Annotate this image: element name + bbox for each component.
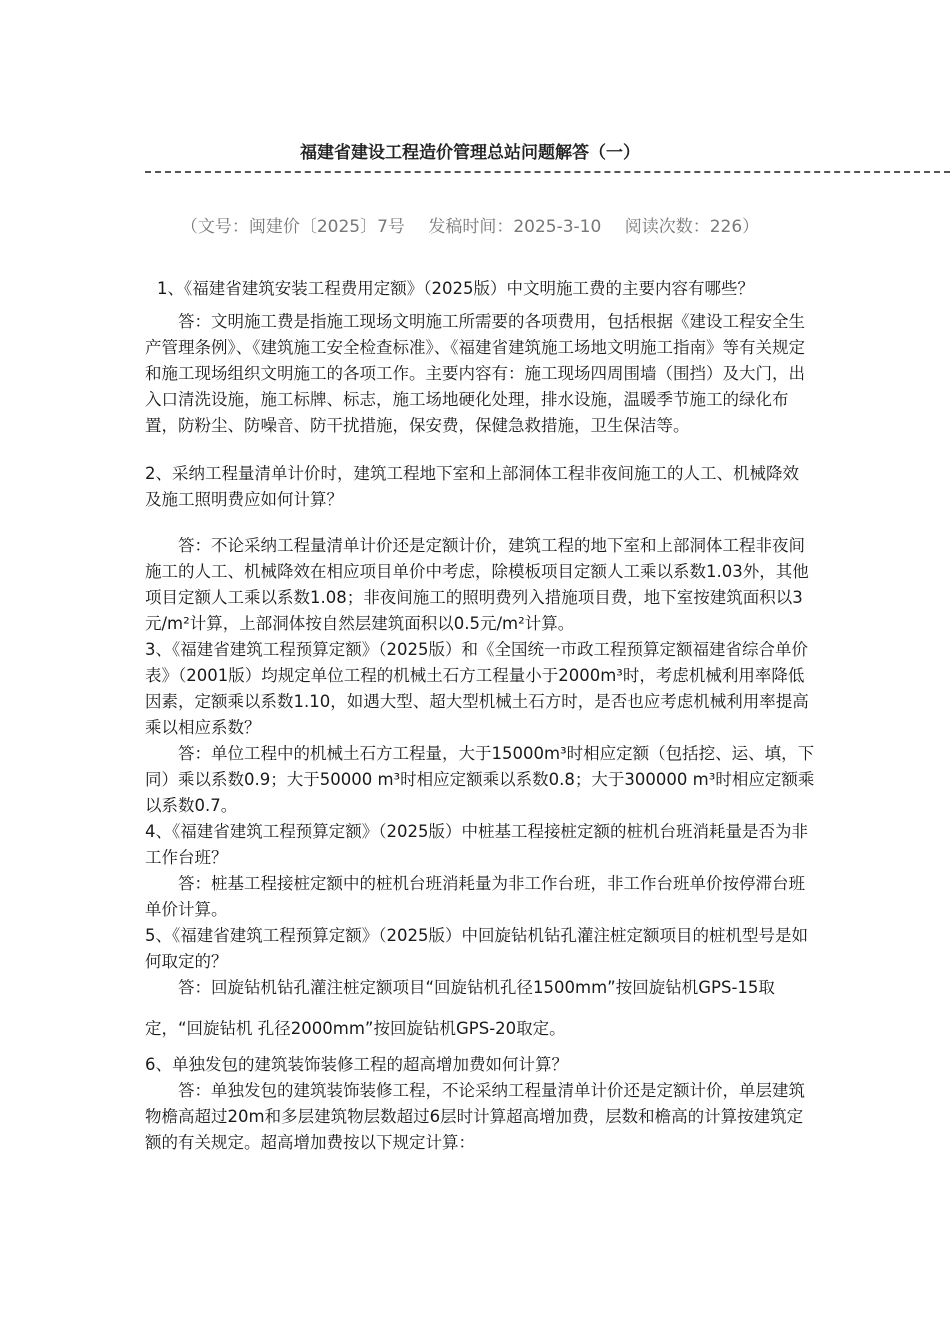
answer-5: 答：回旋钻机钻孔灌注桩定额项目“回旋钻机孔径1500mm”按回旋钻机GPS-15取定，“回旋钻机 孔径2000mm”按回旋钻机GPS-20取定。 xyxy=(145,978,775,1038)
document-body xyxy=(145,270,815,1156)
meta-publish-time: 发稿时间：2025-3-10 xyxy=(428,217,602,237)
question-3: 3、《福建省建筑工程预算定额》（2025版）和《全国统一市政工程预算定额福建省综合单价表》（2001版）均规定单位工程的机械土石方工程量小于2000m³时，考虑机械利用率降低因素，定额乘以系数1.10，如遇大型、超大型机械土石方时，是否也应考虑机械利用率提高乘以相应系数？ xyxy=(145,640,809,737)
question-4: 4、《福建省建筑工程预算定额》（2025版）中桩基工程接桩定额的桩机台班消耗量是否为非工作台班？ xyxy=(145,822,808,867)
document-title: 福建省建设工程造价管理总站问题解答（一） xyxy=(300,143,640,163)
dashed-divider xyxy=(145,171,950,173)
answer-6: 答：单独发包的建筑装饰装修工程，不论采纳工程量清单计价还是定额计价，单层建筑物檐高超过20m和多层建筑物层数超过6层时计算超高增加费，层数和檐高的计算按建筑定额的有关规定。超高增加费按以下规定计算： xyxy=(145,1081,805,1152)
answer-3: 答：单位工程中的机械土石方工程量，大于15000m³时相应定额（包括挖、运、填，下同）乘以系数0.9；大于50000 m³时相应定额乘以系数0.8；大于300000 m³时相应定额乘以系数0.7。 xyxy=(145,744,815,815)
answer-1: 答：文明施工费是指施工现场文明施工所需要的各项费用，包括根据《建设工程安全生产管理条例》、《建筑施工安全检查标准》、《福建省建筑施工场地文明施工指南》等有关规定和施工现场组织文明施工的各项工作。主要内容有：施工现场四周围墙（围挡）及大门，出入口清洗设施，施工标牌、标志，施工场地硬化处理，排水设施，温暖季节施工的绿化布置，防粉尘、防噪音、防干扰措施，保安费，保健急救措施，卫生保洁等。 xyxy=(145,312,805,435)
question-2: 2、采纳工程量清单计价时，建筑工程地下室和上部洞体工程非夜间施工的人工、机械降效及施工照明费应如何计算？ xyxy=(145,464,799,509)
question-5: 5、《福建省建筑工程预算定额》（2025版）中回旋钻机钻孔灌注桩定额项目的桩机型号是如何取定的？ xyxy=(145,926,808,971)
answer-2: 答：不论采纳工程量清单计价还是定额计价，建筑工程的地下室和上部洞体工程非夜间施工的人工、机械降效在相应项目单价中考虑，除模板项目定额人工乘以系数1.03外，其他项目定额人工乘以系数1.08；非夜间施工的照明费列入措施项目费，地下室按建筑面积以3元/m²计算，上部洞体按自然层建筑面积以0.5元/m²计算。 xyxy=(145,536,809,633)
answer-4: 答：桩基工程接桩定额中的桩机台班消耗量为非工作台班，非工作台班单价按停滞台班单价计算。 xyxy=(145,874,805,919)
meta-read-count: 阅读次数：226） xyxy=(624,217,760,237)
meta-doc-number: （文号：闽建价〔2025〕7号 xyxy=(180,217,405,237)
question-6: 6、单独发包的建筑装饰装修工程的超高增加费如何计算？ xyxy=(145,1055,568,1074)
document-meta xyxy=(0,212,940,237)
question-1: 1、《福建省建筑安装工程费用定额》（2025版）中文明施工费的主要内容有哪些？ xyxy=(157,279,754,298)
